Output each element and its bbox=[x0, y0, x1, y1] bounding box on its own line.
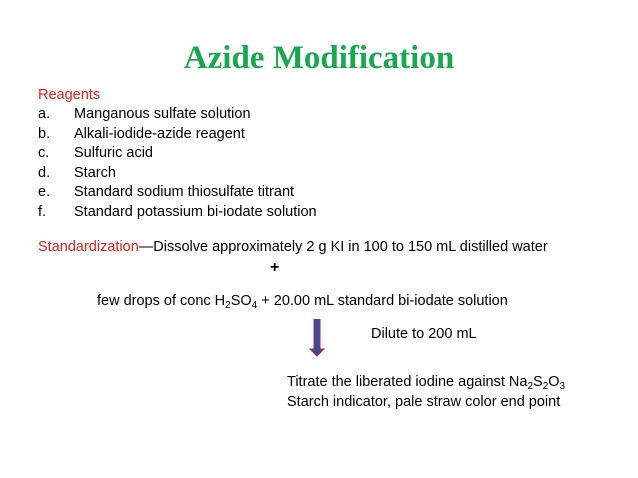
list-item bbox=[38, 183, 317, 203]
list-item bbox=[38, 203, 317, 223]
acid-text-mid: SO bbox=[230, 293, 252, 309]
acid-addition-line bbox=[97, 292, 508, 312]
acid-subscript: 4 bbox=[251, 300, 258, 311]
list-item-text: Sulfuric acid bbox=[74, 145, 153, 161]
list-item bbox=[38, 164, 317, 184]
list-item-text: Standard potassium bi-iodate solution bbox=[74, 203, 317, 220]
list-item-letter: a. bbox=[38, 106, 51, 122]
reagents-heading: Reagents bbox=[38, 87, 101, 103]
titrate-text-mid: O bbox=[548, 374, 560, 390]
titrate-subscript: 2 bbox=[542, 381, 549, 392]
plus-sign: + bbox=[270, 259, 280, 276]
titrate-subscript: 2 bbox=[527, 381, 534, 392]
list-item-letter: b. bbox=[38, 125, 51, 142]
dilute-note: Dilute to 200 mL bbox=[371, 326, 477, 342]
standardization-label: Standardization bbox=[38, 239, 139, 255]
standardization-line bbox=[38, 238, 548, 258]
list-item-letter: d. bbox=[38, 164, 51, 181]
acid-subscript: 2 bbox=[225, 300, 231, 311]
indicator-line: Starch indicator, pale straw color end point bbox=[287, 394, 561, 410]
titrate-subscript: 3 bbox=[559, 381, 566, 392]
list-item bbox=[38, 105, 317, 125]
list-item-letter: c. bbox=[38, 145, 50, 161]
titrate-text-pre: Titrate the liberated iodine against Na bbox=[287, 374, 528, 390]
titrate-line bbox=[287, 373, 565, 393]
standardization-text: —Dissolve approximately 2 g KI in 100 to 150 mL distilled water bbox=[138, 239, 548, 255]
list-item-text: Standard sodium thiosulfate titrant bbox=[74, 184, 295, 200]
list-item-text: Starch bbox=[74, 164, 116, 181]
down-arrow-icon bbox=[308, 319, 326, 357]
slide-title: Azide Modification bbox=[183, 40, 455, 76]
list-item-letter: f. bbox=[38, 203, 47, 220]
list-item-letter: e. bbox=[38, 184, 51, 200]
acid-text-post: + 20.00 mL standard bi-iodate solution bbox=[257, 293, 508, 309]
titrate-text-mid: S bbox=[533, 374, 543, 390]
acid-text-pre: few drops of conc H bbox=[97, 293, 226, 309]
list-item bbox=[38, 125, 317, 145]
list-item bbox=[38, 144, 317, 164]
list-item-text: Alkali-iodide-azide reagent bbox=[74, 125, 245, 142]
reagent-list bbox=[38, 105, 317, 222]
list-item-text: Manganous sulfate solution bbox=[74, 106, 251, 122]
